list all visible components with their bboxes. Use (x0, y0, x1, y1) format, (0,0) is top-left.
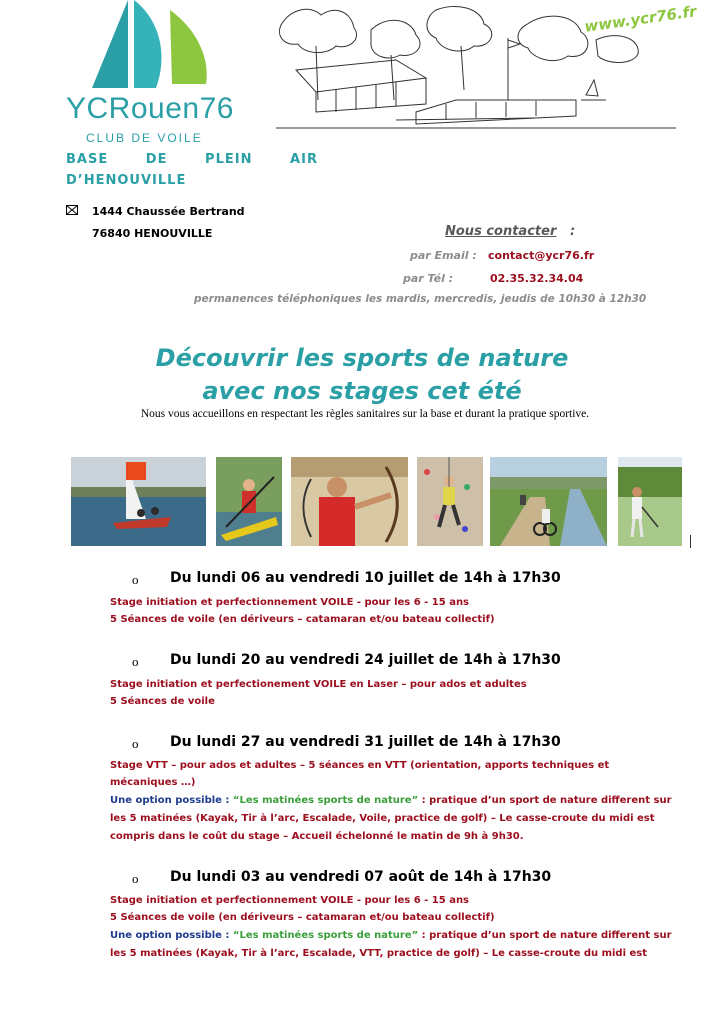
stage-description: Stage initiation et perfectionnement VOILE - pour les 6 - 15 ans (110, 895, 470, 906)
envelope-icon (66, 205, 78, 215)
bullet-marker: o (132, 654, 139, 669)
stage-date: Du lundi 03 au vendredi 07 août de 14h à 17h30 (170, 869, 552, 885)
stage-description: les 5 matinées (Kayak, Tir à l’arc, Escalade, VTT, practice de golf) – Le casse-croute du midi est (110, 948, 648, 959)
contact-colon: : (570, 224, 576, 239)
headline-line2: avec nos stages cet été (202, 377, 522, 405)
phone-label: par Tél : (403, 272, 454, 285)
base-title (66, 152, 318, 188)
stage-option (110, 792, 672, 810)
option-quote: “Les matinées sports de nature” (232, 795, 419, 806)
stage-description: Stage VTT – pour ados et adultes – 5 séances en VTT (orientation, apports techniques et (110, 760, 610, 771)
headline-line1: Découvrir les sports de nature (155, 344, 569, 372)
email-link[interactable]: contact@ycr76.fr (488, 249, 595, 262)
photo-mountain-bike (490, 457, 607, 546)
phone-hours: permanences téléphoniques les mardis, mercredis, jeudis de 10h30 à 12h30 (194, 293, 647, 305)
stage-description: les 5 matinées (Kayak, Tir à l’arc, Escalade, Voile, practice de golf) – Le casse-croute du midi est (110, 813, 655, 824)
logo-subtitle: CLUB DE VOILE (86, 131, 203, 145)
phone-number: 02.35.32.34.04 (490, 272, 584, 285)
stage-description: 5 Séances de voile (110, 696, 215, 707)
divider-mark (690, 535, 691, 548)
stage-description: Stage initiation et perfectionnement VOILE - pour les 6 - 15 ans (110, 597, 470, 608)
website-link[interactable]: www.ycr76.fr (583, 2, 698, 36)
base-word: DE (145, 152, 168, 167)
contact-title: Nous contacter (445, 224, 557, 239)
stage-description: mécaniques …) (110, 777, 196, 788)
photo-sailing (71, 457, 206, 546)
base-word: AIR (290, 152, 318, 167)
address-city: 76840 HENOUVILLE (92, 227, 213, 240)
logo-title: YCRouen76 (66, 92, 234, 125)
stage-description: 5 Séances de voile (en dériveurs – catamaran et/ou bateau collectif) (110, 912, 495, 923)
intro-text: Nous vous accueillons en respectant les règles sanitaires sur la base et durant la pratique sportive. (140, 408, 590, 420)
base-word: BASE (66, 152, 109, 167)
stage-date: Du lundi 20 au vendredi 24 juillet de 14h à 17h30 (170, 652, 561, 668)
photo-climbing (417, 457, 483, 546)
option-label: Une option possible : (110, 795, 230, 806)
club-logo-sails (60, 0, 240, 150)
stage-date: Du lundi 27 au vendredi 31 juillet de 14h à 17h30 (170, 734, 561, 750)
bullet-marker: o (132, 736, 139, 751)
address-street: 1444 Chaussée Bertrand (92, 205, 245, 218)
photo-archery (291, 457, 408, 546)
base-subtitle: D’HENOUVILLE (66, 173, 187, 188)
stage-description: Stage initiation et perfectionement VOILE en Laser – pour ados et adultes (110, 679, 527, 690)
option-quote: “Les matinées sports de nature” (232, 930, 419, 941)
stage-description: 5 Séances de voile (en dériveurs – catamaran et/ou bateau collectif) (110, 614, 495, 625)
stage-option (110, 927, 672, 945)
photo-kayak (216, 457, 282, 546)
base-word: PLEIN (205, 152, 253, 167)
stage-description: compris dans le coût du stage – Accueil échelonné le matin de 9h à 9h30. (110, 831, 524, 842)
stage-date: Du lundi 06 au vendredi 10 juillet de 14h à 17h30 (170, 570, 561, 586)
option-text: : pratique d’un sport de nature different sur (421, 930, 672, 941)
bullet-marker: o (132, 871, 139, 886)
option-text: : pratique d’un sport de nature different sur (421, 795, 672, 806)
option-label: Une option possible : (110, 930, 230, 941)
photo-golf (618, 457, 682, 546)
email-label: par Email : (410, 249, 477, 262)
bullet-marker: o (132, 572, 139, 587)
